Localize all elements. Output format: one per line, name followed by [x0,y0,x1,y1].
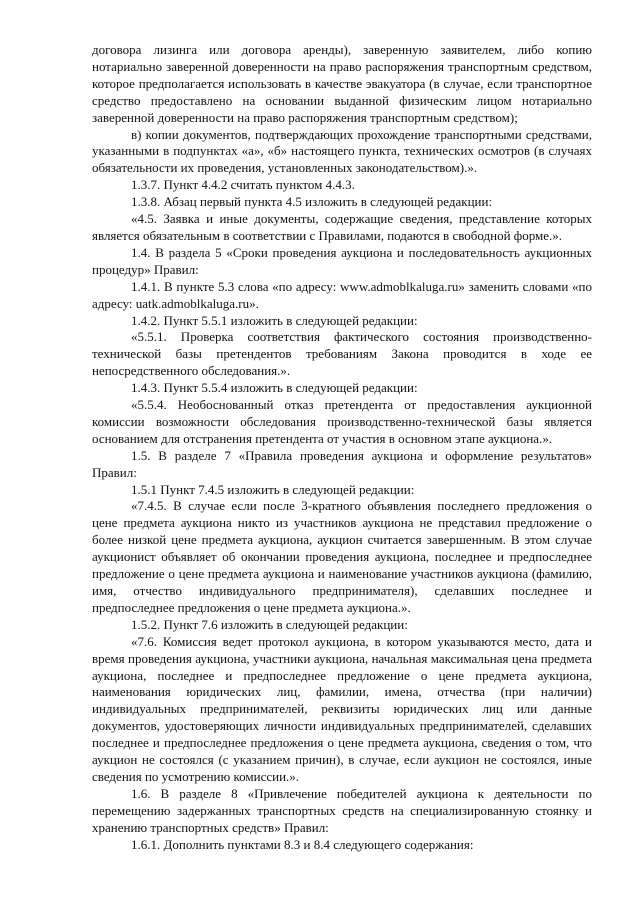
paragraph-inspection-copies: в) копии документов, подтверждающих прохождение транспортными средствами, указанными в подпунктах «а», «б» настоящего пункта, технических осмотров (в случаях обязательности их проведения, установленных законодательством).». [92,126,592,176]
paragraph-1-4: 1.4. В раздела 5 «Сроки проведения аукциона и последовательность аукционных процедур» Правил: [92,244,592,277]
paragraph-1-6: 1.6. В разделе 8 «Привлечение победителей аукциона к деятельности по перемещению задержанных транспортных средств на специализированную стоянку и хранению транспортных средств» Правил: [92,785,592,835]
paragraph-1-4-1: 1.4.1. В пункте 5.3 слова «по адресу: www.admoblkaluga.ru» заменить словами «по адресу: uatk.admoblkaluga.ru». [92,278,592,311]
paragraph-1-3-7: 1.3.7. Пункт 4.4.2 считать пунктом 4.4.3. [131,177,355,193]
paragraph-1-5-2: 1.5.2. Пункт 7.6 изложить в следующей редакции: [131,616,408,632]
paragraph-5-5-4-quote: «5.5.4. Необоснованный отказ претендента от предоставления аукционной комиссии возможности обследования производственно-технической базы является основанием для отстранения претендента от участия в основном этапе аукциона.». [92,397,592,446]
paragraph-7-4-5-quote: «7.4.5. В случае если после 3-кратного объявления последнего предложения о цене предмета аукциона никто из участников аукциона не представил предложение о более низкой цене предмета аукциона, аукцион считается завершенным. В этом случае аукционист объявляет об окончании проведения аукциона, последнее и предпоследнее предложение о цене предмета аукциона и наименование участников аукциона (фамилию, имя, отчество индивидуального предпринимателя), сделавших последнее и предпоследнее предложения о цене предмета аукциона.». [92,498,592,615]
paragraph-1-5-1: 1.5.1 Пункт 7.4.5 изложить в следующей редакции: [131,481,415,497]
paragraph-4-5-quote: «4.5. Заявка и иные документы, содержащие сведения, представление которых является обязательным в соответствии с Правилами, подаются в свободной форме.». [92,211,592,243]
paragraph-5-5-1-quote: «5.5.1. Проверка соответствия фактического состояния производственно-технической базы претендентов требованиям Закона проводится в ходе ее непосредственного обследования.». [92,329,592,379]
paragraph-1-5: 1.5. В разделе 7 «Правила проведения аукциона и оформление результатов» Правил: [92,447,592,480]
paragraph-7-6-quote: «7.6. Комиссия ведет протокол аукциона, в котором указываются место, дата и время проведения аукциона, участники аукциона, начальная максимальная цена предмета аукциона, последнее и предпоследнее предложение о цене предмета аукциона, наименования юридических лиц, фамилии, имена, отчества (при наличии) индивидуальных предпринимателей, реквизиты юридических лиц или данные документов, удостоверяющих личности индивидуальных предпринимателей, сделавших последнее и предпоследнее предложения о цене предмета аукциона, сведения о том, что аукцион не состоялся (с указанием причин), в случае, если аукцион не состоялся, иные сведения по усмотрению комиссии.». [92,633,592,784]
paragraph-1-3-8: 1.3.8. Абзац первый пункта 4.5 изложить в следующей редакции: [131,194,493,210]
paragraph-1-6-1: 1.6.1. Дополнить пунктами 8.3 и 8.4 следующего содержания: [131,836,474,852]
paragraph-1-4-2: 1.4.2. Пункт 5.5.1 изложить в следующей редакции: [131,312,418,328]
paragraph-1-4-3: 1.4.3. Пункт 5.5.4 изложить в следующей редакции: [131,380,418,396]
paragraph-lease-copy: договора лизинга или договора аренды), заверенную заявителем, либо копию нотариально заверенной доверенности на право распоряжения транспортным средством, которое предполагается использовать в качестве эвакуатора (в случае, если транспортное средство предоставлено на основании выданной физическим лицом нотариально заверенной доверенности на право распоряжения транспортным средством); [92,42,592,125]
